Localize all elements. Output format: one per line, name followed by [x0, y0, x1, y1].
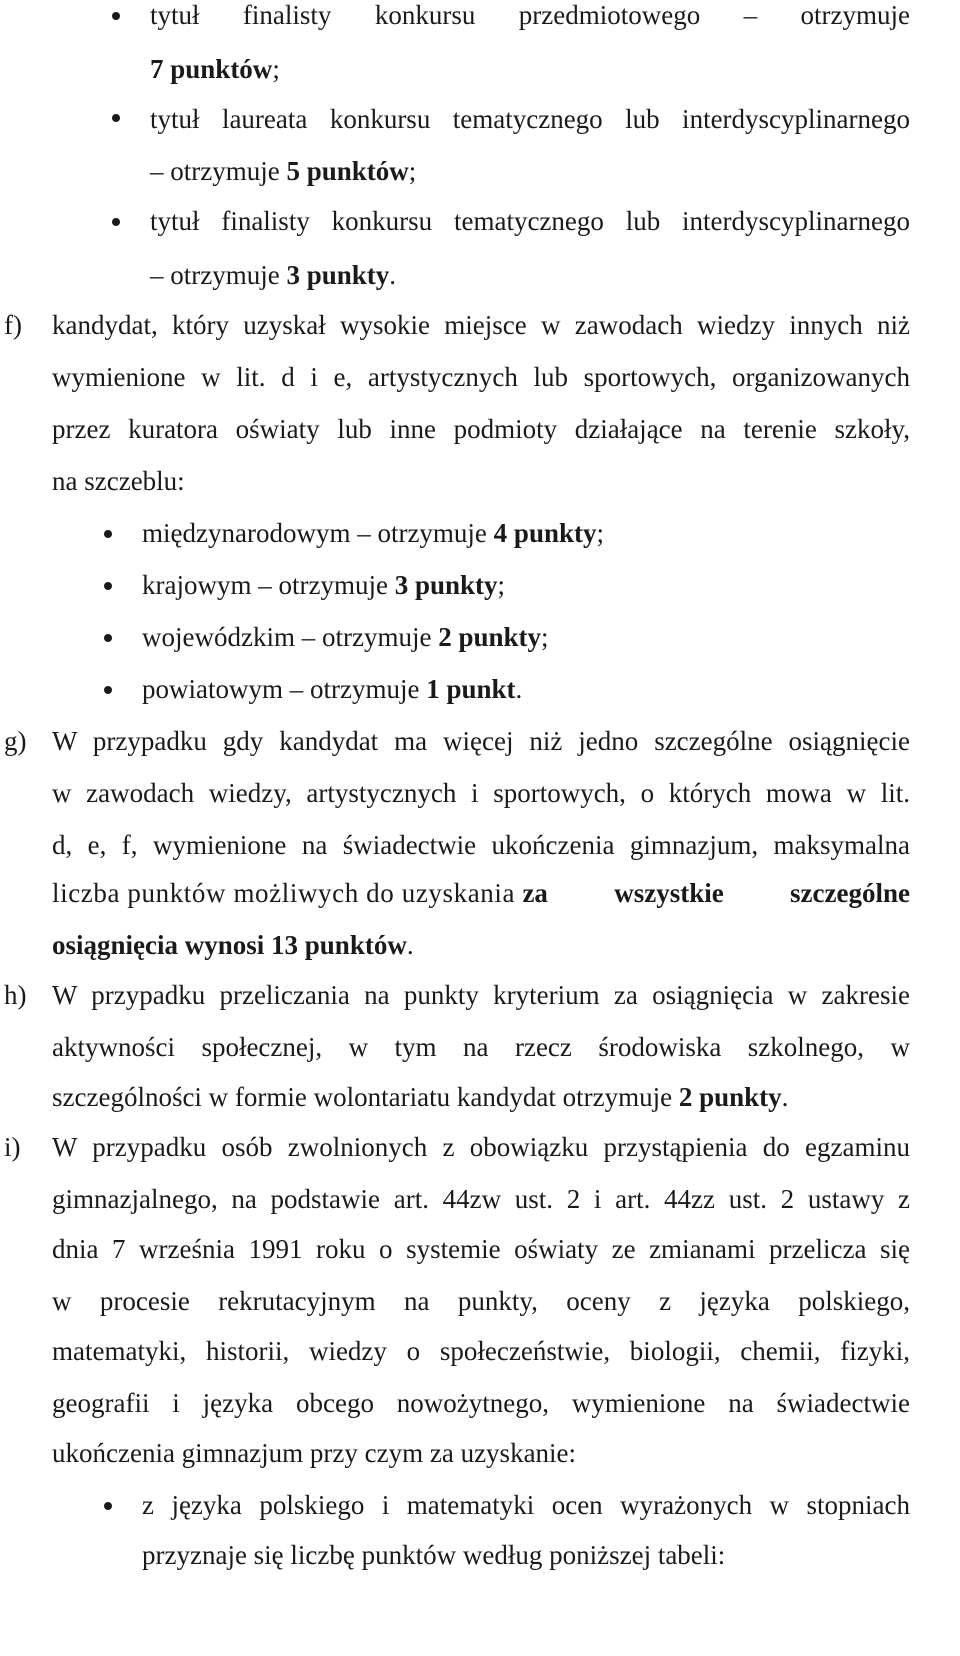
punct: ;: [272, 54, 280, 84]
points-bold: 1 punkt: [426, 674, 516, 704]
item-f-line: przez kuratora oświaty lub inne podmioty działające na terenie szkoły,: [52, 414, 910, 444]
item-g-line: [52, 880, 910, 907]
bullet-icon: [104, 530, 112, 538]
punct: ;: [408, 156, 417, 186]
bullet-text: tytuł laureata konkursu tematycznego lub interdyscyplinarnego: [150, 104, 910, 134]
bullet-text-cont: [150, 56, 280, 83]
item-h-line: [52, 1084, 788, 1111]
level-bullet-text: [142, 572, 505, 599]
bullet-icon: [104, 1502, 112, 1510]
punct: .: [781, 1082, 789, 1112]
points-bold: 2 punkty: [438, 622, 541, 652]
punct: .: [406, 930, 414, 960]
item-i-bullet-line: przyznaje się liczbę punktów według poniższej tabeli:: [142, 1540, 726, 1570]
item-i-line: geografii i języka obcego nowożytnego, wymienione na świadectwie: [52, 1388, 910, 1418]
text-before: powiatowym – otrzymuje: [142, 674, 427, 704]
item-i-line: gimnazjalnego, na podstawie art. 44zw ust. 2 i art. 44zz ust. 2 ustawy z: [52, 1184, 910, 1214]
level-bullet-text: [142, 676, 522, 703]
item-i-line: W przypadku osób zwolnionych z obowiązku przystąpienia do egzaminu: [52, 1132, 910, 1162]
points-bold: 4 punkty: [493, 518, 597, 548]
item-f-line: kandydat, który uzyskał wysokie miejsce w zawodach wiedzy innych niż: [52, 310, 910, 340]
points-bold: 3 punkty: [286, 260, 390, 290]
punct: ;: [541, 622, 549, 652]
points-bold: 5 punktów: [286, 156, 409, 186]
item-marker-g: g): [4, 726, 27, 756]
points-bold: 7 punktów: [150, 54, 273, 84]
text-before: wojewódzkim – otrzymuje: [142, 622, 439, 652]
item-i-line: dnia 7 września 1991 roku o systemie oświaty ze zmianami przelicza się: [52, 1234, 910, 1264]
item-marker-i: i): [4, 1132, 21, 1162]
text-before: – otrzymuje: [150, 260, 287, 290]
text-before: krajowym – otrzymuje: [142, 570, 395, 600]
item-f-line: na szczeblu:: [52, 466, 185, 496]
punct: .: [515, 674, 523, 704]
item-g-line: W przypadku gdy kandydat ma więcej niż jedno szczególne osiągnięcie: [52, 726, 910, 756]
item-f-line: wymienione w lit. d i e, artystycznych lub sportowych, organizowanych: [52, 362, 910, 392]
item-i-line: ukończenia gimnazjum przy czym za uzyskanie:: [52, 1438, 577, 1468]
item-marker-h: h): [4, 980, 27, 1010]
bullet-text-cont: [150, 262, 396, 289]
item-h-line: aktywności społecznej, w tym na rzecz środowiska szkolnego, w: [52, 1032, 910, 1062]
bullet-icon: [104, 634, 112, 642]
punct: .: [389, 260, 397, 290]
item-i-line: matematyki, historii, wiedzy o społeczeństwie, biologii, chemii, fizyki,: [52, 1336, 910, 1366]
text-before: liczba punktów możliwych do uzyskania: [52, 878, 523, 908]
bullet-icon: [104, 582, 112, 590]
punct: ;: [596, 518, 604, 548]
item-g-line: w zawodach wiedzy, artystycznych i sportowych, o których mowa w lit.: [52, 778, 910, 808]
item-i-line: w procesie rekrutacyjnym na punkty, oceny z języka polskiego,: [52, 1286, 910, 1316]
level-bullet-text: [142, 624, 549, 651]
bullet-text: tytuł finalisty konkursu tematycznego lub interdyscyplinarnego: [150, 206, 910, 236]
bullet-text: tytuł finalisty konkursu przedmiotowego – otrzymuje: [150, 0, 910, 30]
bold-emphasis: osiągnięcia wynosi 13 punktów: [52, 930, 407, 960]
bullet-icon: [112, 12, 120, 20]
points-bold: 2 punkty: [678, 1082, 782, 1112]
item-i-bullet-line: z języka polskiego i matematyki ocen wyrażonych w stopniach: [142, 1490, 910, 1520]
points-bold: 3 punkty: [394, 570, 498, 600]
bullet-icon: [112, 218, 120, 226]
bold-emphasis: za wszystkie szczególne: [522, 878, 910, 908]
bullet-icon: [104, 686, 112, 694]
item-marker-f: f): [4, 310, 22, 340]
text-before: – otrzymuje: [150, 156, 287, 186]
punct: ;: [497, 570, 506, 600]
text-before: szczególności w formie wolontariatu kandydat otrzymuje: [52, 1082, 679, 1112]
item-g-line: [52, 932, 414, 959]
bullet-text-cont: [150, 158, 416, 185]
item-h-line: W przypadku przeliczania na punkty kryterium za osiągnięcia w zakresie: [52, 980, 910, 1010]
text-before: międzynarodowym – otrzymuje: [142, 518, 494, 548]
bullet-icon: [112, 114, 120, 122]
item-g-line: d, e, f, wymienione na świadectwie ukończenia gimnazjum, maksymalna: [52, 830, 910, 860]
level-bullet-text: [142, 520, 604, 547]
